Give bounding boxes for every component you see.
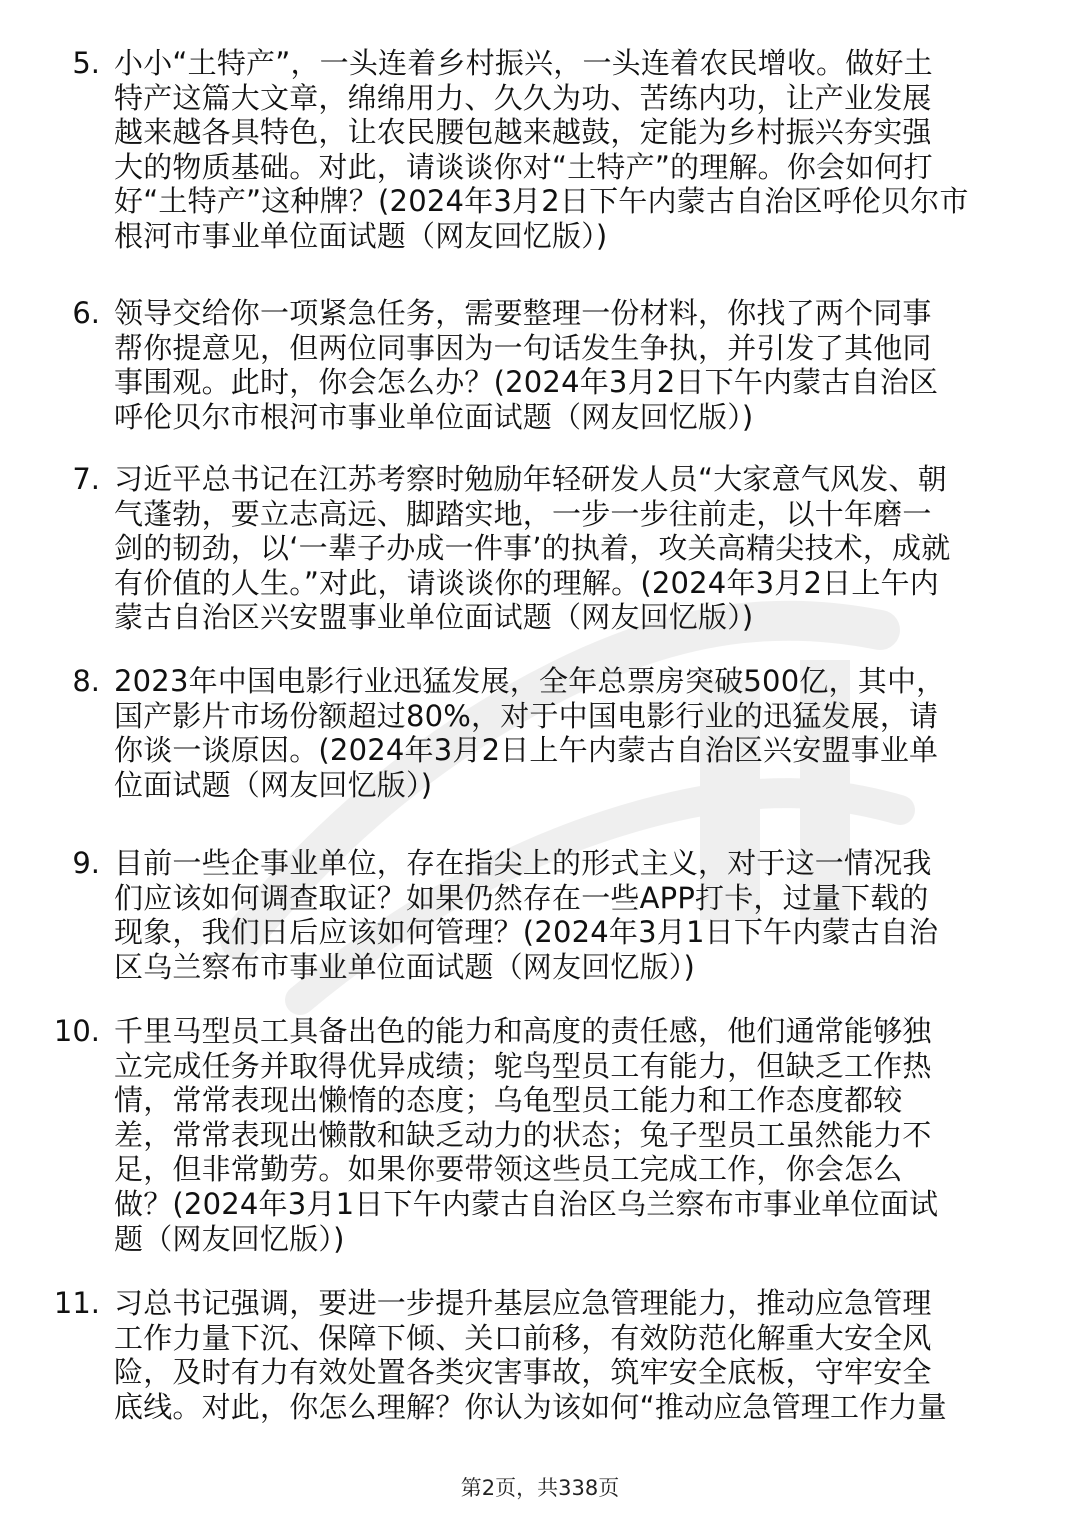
- question-text: 千里马型员工具备出色的能力和高度的责任感，他们通常能够独 立完成任务并取得优异成绩；鸵鸟型员工有能力，但缺乏工作热 情，常常表现出懒惰的态度；乌龟型员工能力和工作态度都较 差，常常表现出懒散和缺乏动力的状态；兔子型员工虽然能力不 足，但非常勤劳。如果你要带领这些员工完成工作，你会怎么 做？(2024年3月1日下午内蒙古自治区乌兰察布市事业单位面试 题（网友回忆版）): [114, 1014, 939, 1256]
- question-text: 习近平总书记在江苏考察时勉励年轻研发人员“大家意气风发、朝 气蓬勃，要立志高远、脚踏实地，一步一步往前走，以十年磨一 剑的韧劲，以‘一辈子办成一件事’的执着，攻关高精尖技术，成就 有价值的人生。”对此，请谈谈你的理解。(2024年3月2日上午内 蒙古自治区兴安盟事业单位面试题（网友回忆版）): [114, 462, 951, 635]
- question-text: 领导交给你一项紧急任务，需要整理一份材料，你找了两个同事 帮你提意见，但两位同事因为一句话发生争执，并引发了其他同 事围观。此时，你会怎么办？(2024年3月2日下午内蒙古自治区 呼伦贝尔市根河市事业单位面试题（网友回忆版）): [114, 296, 939, 434]
- question-text: 目前一些企事业单位，存在指尖上的形式主义，对于这一情况我 们应该如何调查取证？如果仍然存在一些APP打卡，过量下载的 现象，我们日后应该如何管理？(2024年3月1日下午内蒙古自治 区乌兰察布市事业单位面试题（网友回忆版）): [114, 846, 939, 984]
- question-number: 6.: [72, 296, 100, 330]
- question-text: 小小“土特产”，一头连着乡村振兴，一头连着农民增收。做好土 特产这篇大文章，绵绵用力、久久为功、苦练内功，让产业发展 越来越各具特色，让农民腰包越来越鼓，定能为乡村振兴夯实强 大的物质基础。对此，请谈谈你对“土特产”的理解。你会如何打 好“土特产”这种牌？(2024年3月2日下午内蒙古自治区呼伦贝尔市 根河市事业单位面试题（网友回忆版）): [114, 46, 969, 253]
- question-text: 2023年中国电影行业迅猛发展，全年总票房突破500亿，其中， 国产影片市场份额超过80%，对于中国电影行业的迅猛发展，请 你谈一谈原因。(2024年3月2日上午内蒙古自治区兴安盟事业单 位面试题（网友回忆版）): [114, 664, 946, 802]
- question-number: 7.: [72, 462, 100, 496]
- page-indicator: 第2页，共338页: [460, 1476, 620, 1500]
- question-text: 习总书记强调，要进一步提升基层应急管理能力，推动应急管理 工作力量下沉、保障下倾、关口前移，有效防范化解重大安全风 险，及时有力有效处置各类灾害事故，筑牢安全底板，守牢安全 底线。对此，你怎么理解？你认为该如何“推动应急管理工作力量: [114, 1286, 947, 1424]
- question-number: 5.: [72, 46, 100, 80]
- question-number: 10.: [53, 1014, 100, 1048]
- question-number: 9.: [72, 846, 100, 880]
- question-number: 11.: [53, 1286, 100, 1320]
- question-number: 8.: [72, 664, 100, 698]
